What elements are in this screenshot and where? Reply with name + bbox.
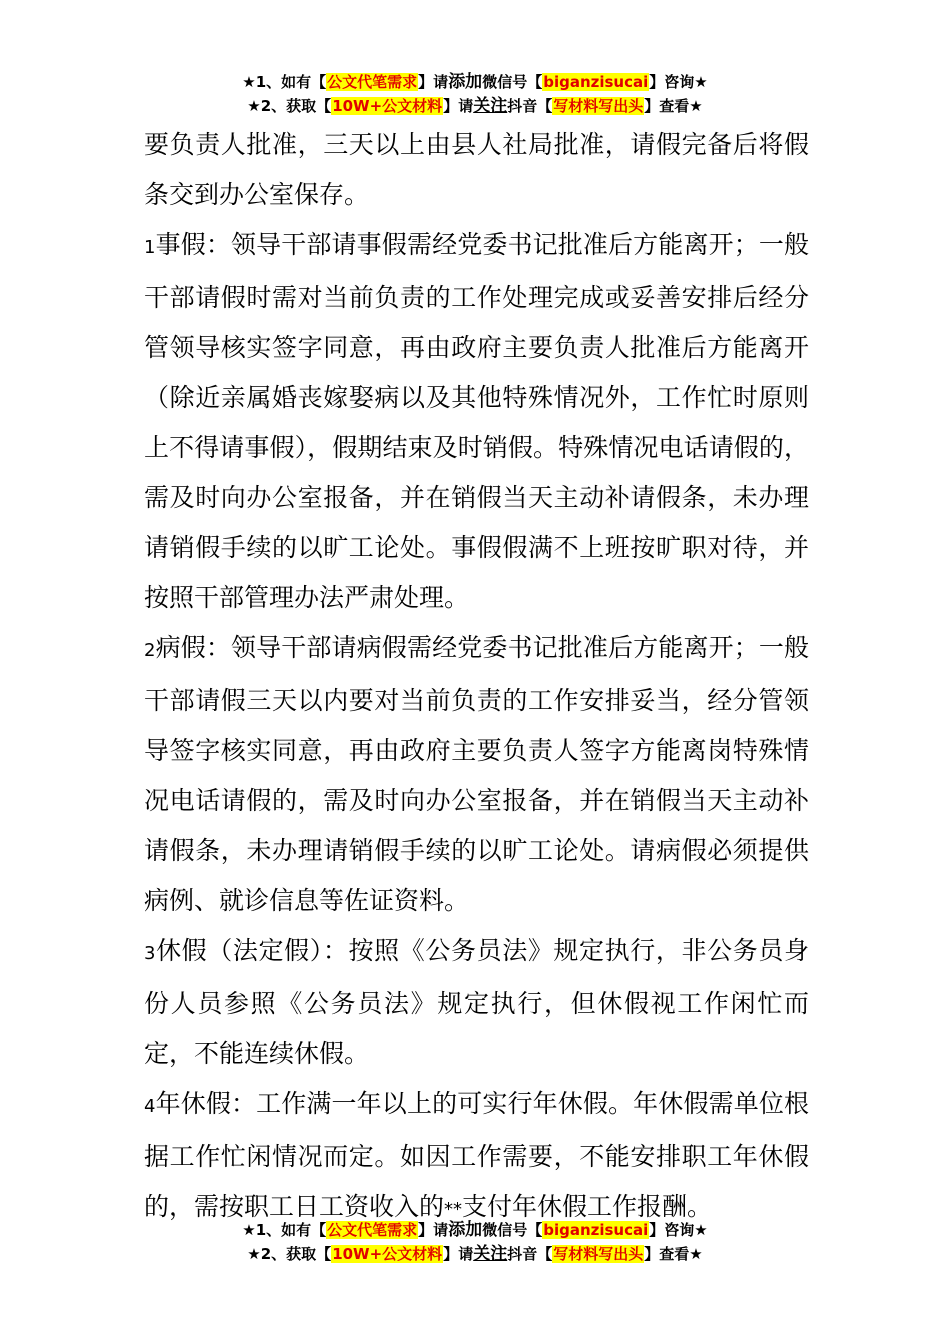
paragraph-personal-leave [144, 220, 809, 623]
promo-emphasis: 添加 [448, 72, 483, 92]
paragraph-approval: 要负责人批准，三天以上由县人社局批准，请假完备后将假条交到办公室保存。 [144, 130, 809, 209]
redacted-mark: ** [444, 1199, 463, 1220]
promo-highlight-wechat: biganzisucai [543, 1221, 649, 1239]
paragraph-sick-leave [144, 623, 809, 926]
promo-text: 】请 [418, 73, 449, 91]
promo-line-2 [0, 1242, 950, 1266]
promo-banner-top [0, 70, 950, 118]
paragraph-text: 支付年休假工作报酬。 [462, 1192, 713, 1221]
paragraph-text: 事假：领导干部请事假需经党委书记批准后方能离开；一般干部请假时需对当前负责的工作处理完成或妥善安排后经分管领导核实签字同意，再由政府主要负责人批准后方能离开（除近亲属婚丧嫁娶病以及其他特殊情况外，工作忙时原则上不得请事假），假期结束及时销假。特殊情况电话请假的，需及时向办公室报备，并在销假当天主动补请假条，未办理请销假手续的以旷工论处。事假假满不上班按旷职对待，并按照干部管理办法严肃处理。 [144, 230, 809, 612]
promo-text: 】请 [418, 1221, 449, 1239]
paragraph-statutory-leave [144, 926, 809, 1079]
promo-highlight-douyin: 写材料写出头 [553, 97, 644, 115]
promo-line-1 [0, 70, 950, 94]
promo-text: 】请 [443, 97, 474, 115]
paragraph-annual-leave [144, 1079, 809, 1235]
promo-text: 抖音【 [507, 97, 553, 115]
promo-highlight-service: 公文代笔需求 [327, 73, 418, 91]
promo-highlight-wechat: biganzisucai [543, 73, 649, 91]
promo-text: 】咨询★ [649, 1221, 708, 1239]
promo-text: 】查看★ [644, 1245, 703, 1263]
promo-text: ★2、获取【 [247, 1245, 332, 1263]
item-number: 1 [144, 237, 156, 258]
promo-text: ★1、如有【 [242, 1221, 327, 1239]
promo-text: 微信号【 [482, 1221, 543, 1239]
promo-text: 】请 [443, 1245, 474, 1263]
promo-emphasis: 关注 [473, 1244, 508, 1264]
promo-text: ★1、如有【 [242, 73, 327, 91]
item-number: 4 [144, 1096, 156, 1117]
promo-line-2 [0, 94, 950, 118]
promo-emphasis: 关注 [473, 96, 508, 116]
promo-text: 抖音【 [507, 1245, 553, 1263]
promo-text: ★2、获取【 [247, 97, 332, 115]
promo-highlight-materials: 10W+公文材料 [332, 1245, 443, 1263]
item-number: 2 [144, 640, 156, 661]
promo-highlight-douyin: 写材料写出头 [553, 1245, 644, 1263]
promo-emphasis: 添加 [448, 1220, 483, 1240]
paragraph-text: 年休假：工作满一年以上的可实行年休假。年休假需单位根据工作忙闲情况而定。如因工作需要，不能安排职工年休假的，需按职工日工资收入的 [144, 1089, 809, 1221]
promo-text: 】咨询★ [649, 73, 708, 91]
promo-text: 微信号【 [482, 73, 543, 91]
promo-highlight-materials: 10W+公文材料 [332, 97, 443, 115]
document-body [144, 120, 809, 1235]
paragraph-text: 病假：领导干部请病假需经党委书记批准后方能离开；一般干部请假三天以内要对当前负责的工作安排妥当，经分管领导签字核实同意，再由政府主要负责人签字方能离岗特殊情况电话请假的，需及时向办公室报备，并在销假当天主动补请假条，未办理请销假手续的以旷工论处。请病假必须提供病例、就诊信息等佐证资料。 [144, 633, 809, 915]
promo-text: 】查看★ [644, 97, 703, 115]
promo-highlight-service: 公文代笔需求 [327, 1221, 418, 1239]
paragraph-text: 休假（法定假）：按照《公务员法》规定执行，非公务员身份人员参照《公务员法》规定执行，但休假视工作闲忙而定，不能连续休假。 [144, 936, 809, 1068]
item-number: 3 [144, 943, 156, 964]
promo-banner-bottom [0, 1218, 950, 1266]
promo-line-1 [0, 1218, 950, 1242]
